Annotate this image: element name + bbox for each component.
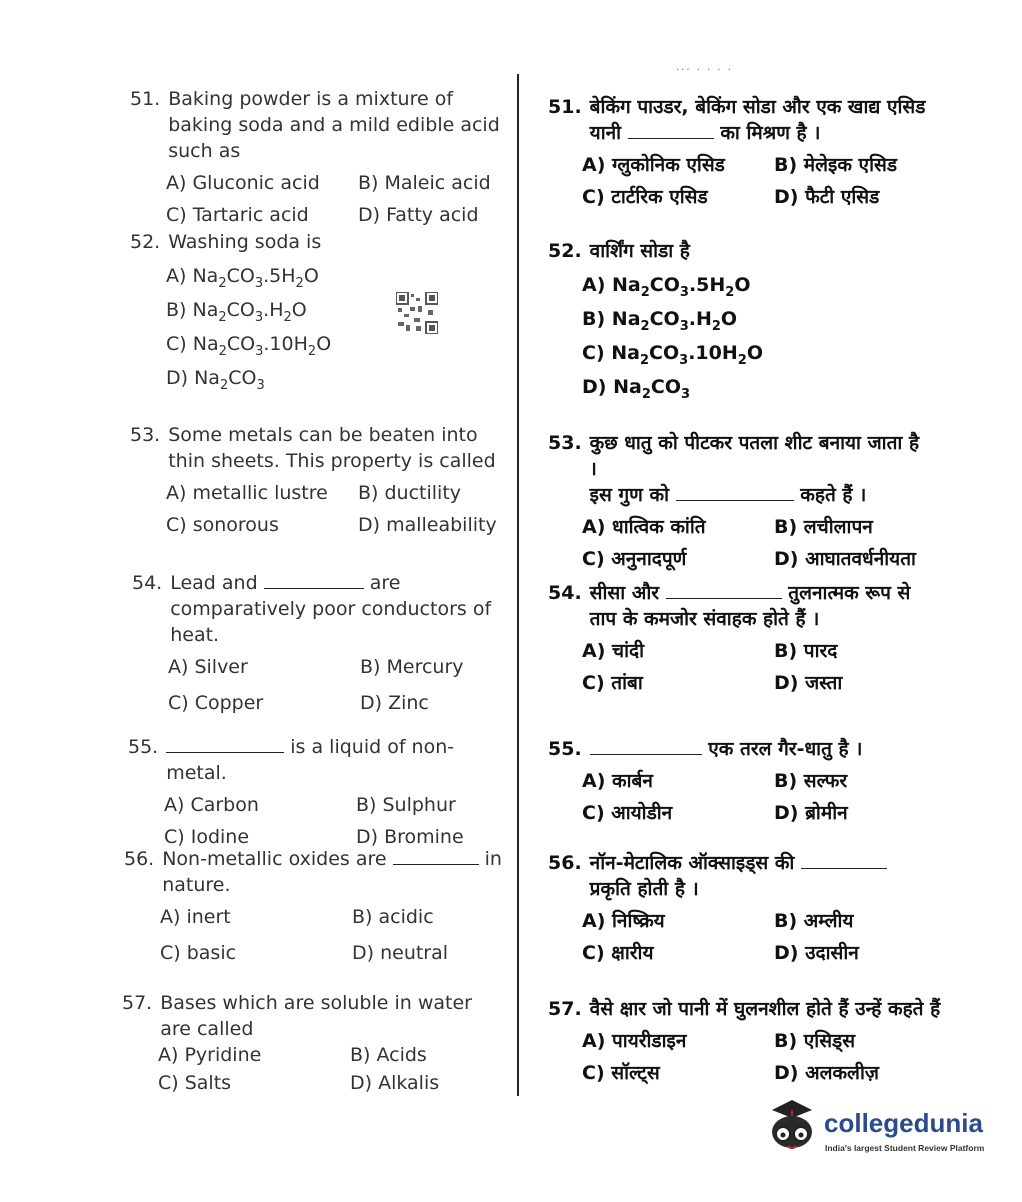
question-text: Bases which are soluble in water are called xyxy=(160,992,472,1040)
option-d: D) आघातवर्धनीयता xyxy=(774,548,916,570)
answer-blank xyxy=(590,738,702,755)
question-number: 56. xyxy=(548,852,582,874)
option-a: A) Gluconic acid xyxy=(166,172,320,194)
mascot-icon xyxy=(764,1098,820,1160)
question-56-hi xyxy=(548,850,928,966)
option-d: D) उदासीन xyxy=(774,942,859,964)
option-b: B) अम्लीय xyxy=(774,910,854,932)
question-number: 57. xyxy=(548,998,582,1020)
question-text: वार्शिंग सोडा है xyxy=(589,240,690,262)
option-c: C) आयोडीन xyxy=(582,802,673,824)
question-number: 51. xyxy=(548,96,582,118)
option-a: A) Silver xyxy=(168,656,248,678)
option-b: B) ductility xyxy=(358,482,462,504)
option-c: C) तांबा xyxy=(582,672,643,694)
option-d: D) अलकलीज़ xyxy=(774,1062,879,1084)
question-text: Washing soda is xyxy=(168,231,322,253)
option-b: B) लचीलापन xyxy=(774,516,873,538)
question-52-en xyxy=(130,229,430,399)
column-divider xyxy=(517,74,519,1096)
option-a: A) metallic lustre xyxy=(166,482,328,504)
option-a: A) ग्लुकोनिक एसिड xyxy=(582,154,725,176)
option-d: D) $Na_2CO_3$ xyxy=(166,367,265,393)
option-c: C) $Na_2CO_3.10H_2O$ xyxy=(582,342,763,368)
question-text: बेकिंग पाउडर, बेकिंग सोडा और एक खाद्य एसिड यानी का मिश्रण है । xyxy=(589,96,926,144)
question-55-en xyxy=(128,734,502,850)
option-c: C) sonorous xyxy=(166,514,279,536)
top-scan-mark: ... . . . . xyxy=(676,62,733,73)
question-number: 56. xyxy=(124,848,155,870)
question-53-en xyxy=(130,422,502,538)
option-d: D) फैटी एसिड xyxy=(774,186,880,208)
option-d: D) Bromine xyxy=(356,826,464,848)
option-c: C) $Na_2CO_3.10H_2O$ xyxy=(166,333,332,359)
option-b: B) Acids xyxy=(350,1044,427,1066)
question-54-hi xyxy=(548,580,928,696)
collegedunia-logo xyxy=(764,1098,994,1168)
logo-tagline: India's largest Student Review Platform xyxy=(825,1143,985,1153)
option-c: C) Tartaric acid xyxy=(166,204,309,226)
question-57-en xyxy=(122,990,502,1096)
question-54-en xyxy=(132,570,502,716)
logo-name: collegedunia xyxy=(824,1108,983,1138)
answer-blank xyxy=(166,736,284,753)
question-number: 54. xyxy=(132,572,163,594)
answer-blank xyxy=(264,572,364,589)
question-53-hi xyxy=(548,430,928,572)
option-d: D) $Na_2CO_3$ xyxy=(582,376,691,402)
option-c: C) सॉल्ट्स xyxy=(582,1062,660,1084)
question-text: is a liquid of non-metal. xyxy=(166,736,455,784)
question-text: Non-metallic oxides are in nature. xyxy=(162,848,502,896)
question-text: सीसा और तुलनात्मक रूप से ताप के कमजोर संवाहक होते हैं । xyxy=(589,582,911,630)
question-number: 54. xyxy=(548,582,582,604)
question-52-hi xyxy=(548,238,848,408)
option-b: B) मेलेइक एसिड xyxy=(774,154,897,176)
option-a: A) चांदी xyxy=(582,640,644,662)
question-text: Baking powder is a mixture of baking soda and a mild edible acid such as xyxy=(168,88,500,162)
option-c: C) Copper xyxy=(168,692,264,714)
answer-blank xyxy=(666,582,782,599)
option-d: D) Fatty acid xyxy=(358,204,479,226)
option-b: B) $Na_2CO_3.H_2O$ xyxy=(582,308,738,334)
option-d: D) neutral xyxy=(352,942,449,964)
option-c: C) Iodine xyxy=(164,826,250,848)
question-number: 51. xyxy=(130,88,161,110)
qr-code-icon xyxy=(396,292,438,334)
answer-blank xyxy=(628,122,714,139)
option-c: C) अनुनादपूर्ण xyxy=(582,548,687,570)
question-number: 55. xyxy=(128,736,159,758)
answer-blank xyxy=(801,852,887,869)
answer-blank xyxy=(676,484,794,501)
option-b: B) Mercury xyxy=(360,656,464,678)
option-a: A) $Na_2CO_3.5H_2O$ xyxy=(582,274,751,300)
question-number: 57. xyxy=(122,992,153,1014)
option-d: D) malleability xyxy=(358,514,497,536)
option-a: A) निष्क्रिय xyxy=(582,910,665,932)
option-a: A) पायरीडाइन xyxy=(582,1030,687,1052)
question-text: कुछ धातु को पीटकर पतला शीट बनाया जाता है । इस गुण को कहते हैं । xyxy=(589,432,920,506)
question-55-hi xyxy=(548,736,928,826)
question-51-en xyxy=(130,86,502,228)
option-d: D) Zinc xyxy=(360,692,429,714)
option-b: B) Sulphur xyxy=(356,794,456,816)
question-57-hi xyxy=(548,996,948,1086)
option-b: B) पारद xyxy=(774,640,838,662)
option-a: A) धात्विक कांति xyxy=(582,516,706,538)
question-text: वैसे क्षार जो पानी में घुलनशील होते हैं उन्हें कहते हैं xyxy=(589,998,941,1020)
option-b: B) acidic xyxy=(352,906,434,928)
option-a: A) inert xyxy=(160,906,231,928)
option-b: B) Maleic acid xyxy=(358,172,491,194)
question-number: 53. xyxy=(548,432,582,454)
option-d: D) ब्रोमीन xyxy=(774,802,848,824)
question-number: 55. xyxy=(548,738,582,760)
option-a: A) Pyridine xyxy=(158,1044,262,1066)
question-text: Lead and are comparatively poor conductors of heat. xyxy=(170,572,492,646)
option-a: A) कार्बन xyxy=(582,770,653,792)
answer-blank xyxy=(393,848,479,865)
option-d: D) जस्ता xyxy=(774,672,843,694)
option-d: D) Alkalis xyxy=(350,1072,440,1094)
option-c: C) टार्टरिक एसिड xyxy=(582,186,708,208)
question-text: Some metals can be beaten into thin sheets. This property is called xyxy=(168,424,496,472)
question-text: एक तरल गैर-धातु है । xyxy=(590,736,928,762)
option-c: C) Salts xyxy=(158,1072,232,1094)
option-b: B) सल्फर xyxy=(774,770,848,792)
option-a: A) Carbon xyxy=(164,794,259,816)
question-number: 52. xyxy=(130,231,161,253)
question-number: 52. xyxy=(548,240,582,262)
question-56-en xyxy=(124,846,502,966)
option-c: C) basic xyxy=(160,942,237,964)
option-b: B) एसिड्स xyxy=(774,1030,856,1052)
option-c: C) क्षारीय xyxy=(582,942,654,964)
option-a: A) $Na_2CO_3.5H_2O$ xyxy=(166,265,319,291)
question-number: 53. xyxy=(130,424,161,446)
option-b: B) $Na_2CO_3.H_2O$ xyxy=(166,299,307,325)
question-text: नॉन-मेटालिक ऑक्साइड्स की प्रकृति होती है । xyxy=(590,850,928,902)
question-51-hi xyxy=(548,94,928,210)
